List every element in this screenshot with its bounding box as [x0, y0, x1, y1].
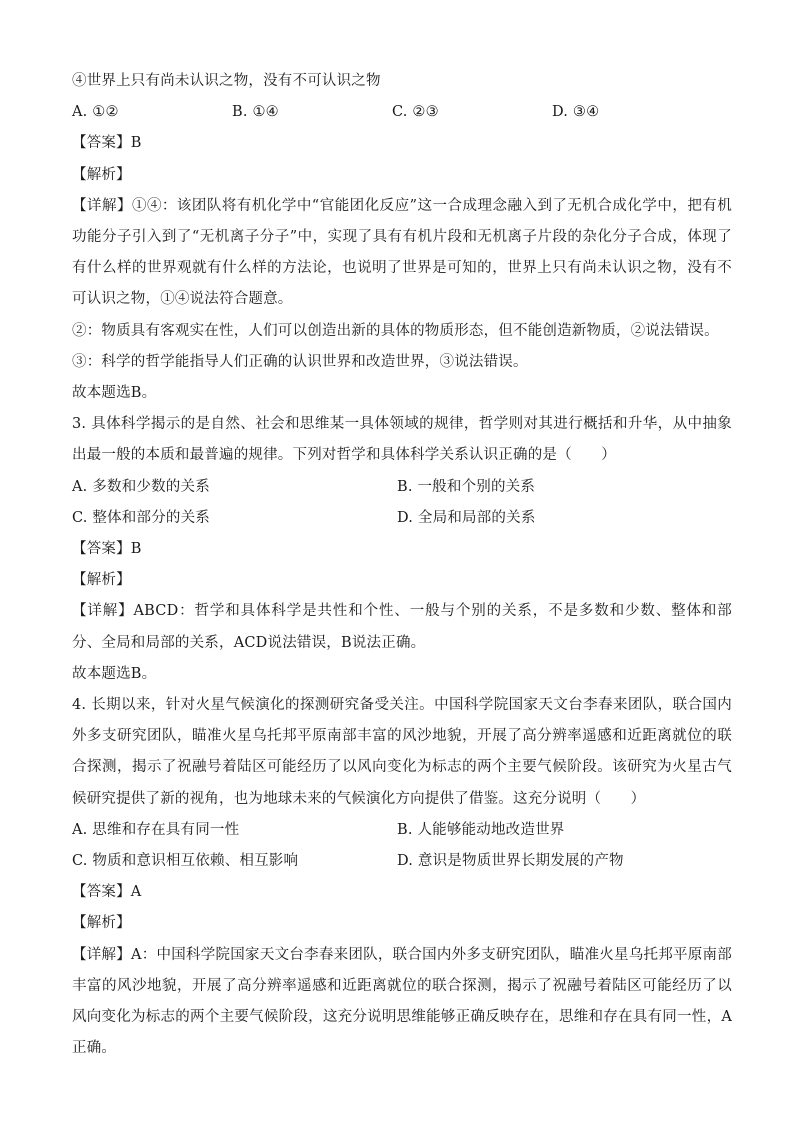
q2-detail: 【详解】①④：该团队将有机化学中“官能团化反应”这一合成理念融入到了无机合成化学中，把有机功能分子引入到了“无机离子分子”中，实现了具有有机片段和无机离子片段的杂化分子合成，体现了有什么样的世界观就有什么样的方法论，也说明了世界是可知的，世界上只有尚未认识之物，没有不可认识之物，①④说法符合题意。: [72, 197, 732, 308]
q3-detail: 【详解】ABCD：哲学和具体科学是共性和个性、一般与个别的关系，不是多数和少数、整体和部分、全局和局部的关系，ACD说法错误，B说法正确。: [72, 603, 732, 651]
q2-option-d: D. ③④: [552, 104, 600, 121]
q4-analysis-label: 【解析】: [72, 915, 131, 932]
q4-option-b: B. 人能够能动地改造世界: [397, 821, 565, 838]
q2-note-3: ③：科学的哲学能指导人们正确的认识世界和改造世界，③说法错误。: [72, 353, 528, 370]
q3-option-a: A. 多数和少数的关系: [72, 478, 210, 495]
q4-option-c: C. 物质和意识相互依赖、相互影响: [72, 853, 299, 870]
q2-analysis-label: 【解析】: [72, 166, 131, 183]
q3-option-d: D. 全局和局部的关系: [397, 509, 536, 526]
q2-options: [72, 97, 732, 128]
q2-option-a: A. ①②: [72, 104, 119, 121]
q4-options-row-2: [72, 846, 732, 877]
q3-options-row-1: [72, 472, 732, 503]
q4-options-row-1: [72, 815, 732, 846]
q3-options-row-2: [72, 503, 732, 534]
q4-answer: 【答案】A: [72, 884, 142, 901]
q2-item-4: ④世界上只有尚未认识之物，没有不可认识之物: [72, 73, 381, 89]
q3-conclusion: 故本题选B。: [72, 665, 157, 682]
q2-conclusion: 故本题选B。: [72, 385, 157, 402]
q3-analysis-label: 【解析】: [72, 572, 131, 589]
q3-option-b: B. 一般和个别的关系: [397, 478, 536, 495]
q2-option-c: C. ②③: [392, 104, 439, 121]
q4-stem: 4. 长期以来，针对火星气候演化的探测研究备受关注。中国科学院国家天文台李春来团队，联合国内外多支研究团队，瞄准火星乌托邦平原南部丰富的风沙地貌，开展了高分辨率遥感和近距离就位的联合探测，揭示了祝融号着陆区可能经历了以风向变化为标志的两个主要气候阶段。该研究为火星古气候研究提供了新的视角，也为地球未来的气候演化方向提供了借鉴。这充分说明（ ）: [72, 697, 732, 807]
q3-answer: 【答案】B: [72, 541, 142, 558]
q4-option-a: A. 思维和存在具有同一性: [72, 821, 240, 838]
q4-option-d: D. 意识是物质世界长期发展的产物: [397, 853, 624, 870]
q4-detail: 【详解】A：中国科学院国家天文台李春来团队，联合国内外多支研究团队，瞄准火星乌托邦平原南部丰富的风沙地貌，开展了高分辨率遥感和近距离就位的联合探测，揭示了祝融号着陆区可能经历了以风向变化为标志的两个主要气候阶段，这充分说明思维能够正确反映存在，思维和存在具有同一性，A正确。: [72, 946, 732, 1057]
q3-stem: 3. 具体科学揭示的是自然、社会和思维某一具体领域的规律，哲学则对其进行概括和升华，从中抽象出最一般的本质和最普遍的规律。下列对哲学和具体科学关系认识正确的是（ ）: [72, 416, 732, 464]
q2-note-2: ②：物质具有客观实在性，人们可以创造出新的具体的物质形态，但不能创造新物质，②说法错误。: [72, 322, 719, 339]
q2-answer: 【答案】B: [72, 135, 142, 152]
q2-option-b: B. ①④: [232, 104, 279, 121]
q3-option-c: C. 整体和部分的关系: [72, 509, 210, 526]
